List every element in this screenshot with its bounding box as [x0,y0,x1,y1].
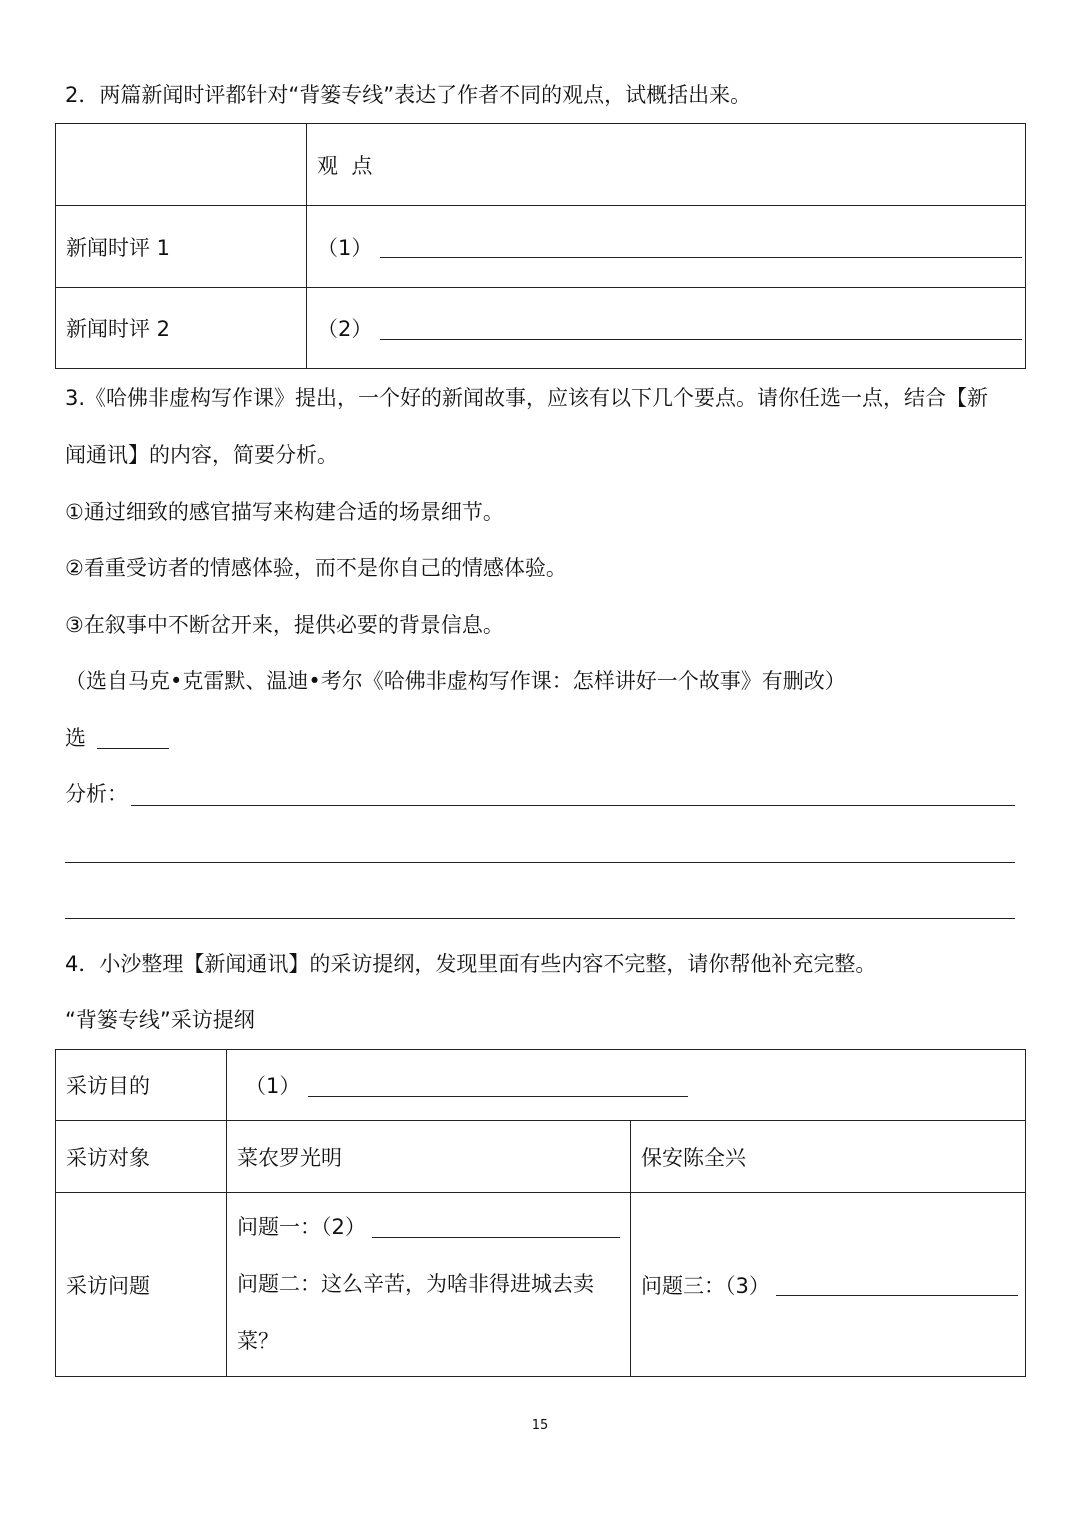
question-2-prompt: 2．两篇新闻时评都针对“背篓专线”表达了作者不同的观点，试概括出来。 [65,83,752,107]
viewpoints-table [55,123,1026,369]
question-2-line1: 问题二：这么辛苦，为啥非得进城去卖 [237,1272,594,1296]
question-3-prompt-line1: 3.《哈佛非虚构写作课》提出，一个好的新闻故事，应该有以下几个要点。请你任选一点，结合【新 [65,386,989,410]
question-1: 问题一：（2） [237,1215,366,1239]
point-3: ③在叙事中不断岔开来，提供必要的背景信息。 [65,613,504,637]
blank-number: （1） [245,1074,301,1098]
question-3-blank[interactable] [776,1277,1018,1296]
outline-subtitle: “背篓专线”采访提纲 [65,1008,255,1032]
analysis-line-3[interactable] [65,918,1015,919]
point-2: ②看重受访者的情感体验，而不是你自己的情感体验。 [65,556,567,580]
interview-outline-table [55,1049,1026,1377]
answer-line[interactable] [380,239,1022,258]
purpose-label: 采访目的 [56,1050,227,1121]
subjects-label: 采访对象 [56,1121,227,1193]
question-2-line2: 菜？ [237,1329,279,1353]
question-1-blank[interactable] [372,1219,620,1238]
subject-1: 菜农罗光明 [227,1121,631,1193]
questions-label: 采访问题 [56,1193,227,1377]
subject-1-questions [227,1193,631,1377]
viewpoint-header: 观 点 [307,124,1026,206]
subject-2-questions [631,1193,1026,1377]
question-4-prompt: 4．小沙整理【新闻通讯】的采访提纲，发现里面有些内容不完整，请你帮他补充完整。 [65,952,877,976]
choose-label: 选 [65,726,86,750]
question-3-prompt-line2: 闻通讯】的内容，简要分析。 [65,443,338,467]
empty-header-cell [56,124,307,206]
answer-cell[interactable] [307,288,1026,369]
question-3: 问题三：（3） [641,1273,770,1298]
page-number: 15 [531,1418,549,1433]
point-1: ①通过细致的感官描写来构建合适的场景细节。 [65,500,504,524]
purpose-blank[interactable] [308,1078,688,1097]
answer-line[interactable] [380,321,1022,340]
analysis-line-1[interactable] [131,805,1015,806]
row-label: 新闻时评 1 [56,206,307,288]
blank-number: （2） [317,317,373,341]
blank-number: （1） [317,235,373,260]
source-citation: （选自马克•克雷默、温迪•考尔《哈佛非虚构写作课：怎样讲好一个故事》有删改） [65,669,846,693]
analysis-label: 分析： [65,782,128,806]
purpose-cell[interactable] [227,1050,1026,1121]
choose-blank[interactable] [97,748,169,749]
subject-2: 保安陈全兴 [631,1121,1026,1193]
answer-cell[interactable] [307,206,1026,288]
analysis-line-2[interactable] [65,862,1015,863]
row-label: 新闻时评 2 [56,288,307,369]
